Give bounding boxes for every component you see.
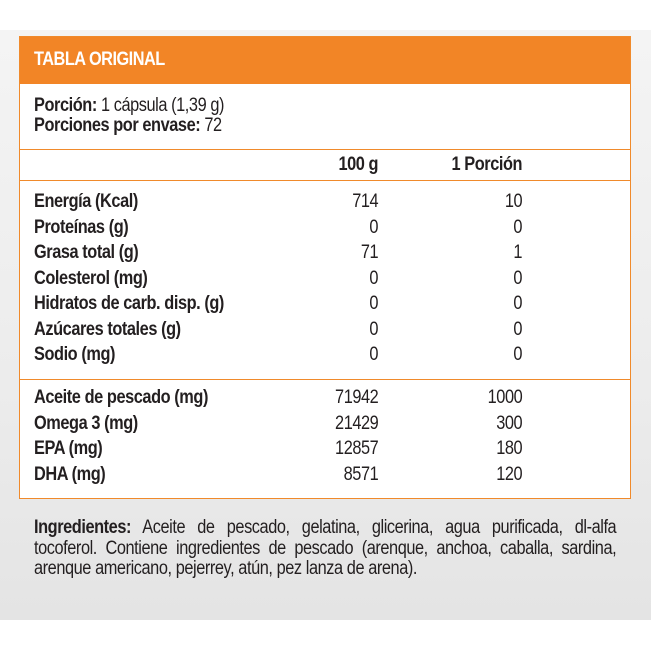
value-per-portion: 0	[513, 344, 522, 365]
value-per-portion: 0	[513, 267, 522, 289]
value-per-100g: 8571	[343, 463, 378, 485]
value-per-100g: 12857	[334, 438, 378, 459]
value-per-100g: 0	[369, 267, 378, 289]
value-per-portion: 180	[496, 438, 522, 459]
nutrient-label: Proteínas (g)	[34, 216, 129, 238]
nutrient-label: Azúcares totales (g)	[34, 318, 181, 340]
value-per-portion: 0	[513, 216, 522, 238]
value-per-portion: 0	[513, 318, 522, 340]
value-per-100g: 71	[360, 242, 378, 263]
value-per-100g: 0	[369, 344, 378, 365]
table-row	[20, 345, 630, 365]
value-per-portion: 1000	[487, 387, 522, 408]
divider	[20, 379, 630, 380]
divider	[20, 180, 630, 181]
portion-value: 1 cápsula (1,39 g)	[96, 95, 225, 116]
value-per-100g: 0	[369, 293, 378, 314]
nutrient-label: Omega 3 (mg)	[34, 412, 138, 434]
nutrient-label: EPA (mg)	[34, 438, 103, 459]
table-row	[20, 388, 630, 408]
table-row	[20, 320, 630, 340]
value-per-portion: 0	[513, 293, 522, 314]
value-per-portion: 10	[504, 191, 522, 212]
value-per-portion: 1	[513, 242, 522, 263]
nutrient-label: Grasa total (g)	[34, 242, 139, 263]
table-row	[20, 269, 630, 289]
nutrient-label: Sodio (mg)	[34, 344, 116, 365]
nutrient-label: Hidratos de carb. disp. (g)	[34, 293, 224, 314]
column-headers	[20, 155, 630, 175]
value-per-100g: 0	[369, 318, 378, 340]
ingredients-label: Ingredientes:	[34, 517, 132, 538]
value-per-portion: 300	[496, 412, 522, 434]
table-row	[20, 439, 630, 459]
nutrient-label: Colesterol (mg)	[34, 267, 148, 289]
ingredients-block	[34, 518, 616, 580]
per-container-label: Porciones por envase:	[34, 115, 201, 136]
value-per-100g: 714	[352, 191, 378, 212]
table-row	[20, 218, 630, 238]
table-row	[20, 294, 630, 314]
nutrient-label: Aceite de pescado (mg)	[34, 387, 208, 408]
per-container-value: 72	[200, 115, 222, 136]
ingredients-text: Aceite de pescado, gelatina, glicerina, agua purificada, dl-alfa tocoferol. Contiene ingredientes de pescado (arenque, anchoa, caballa, sardina, arenque americano, pejerrey, atún, pez lanza de arena).	[34, 517, 617, 579]
value-per-100g: 71942	[334, 387, 378, 408]
value-per-100g: 21429	[334, 412, 378, 434]
divider	[20, 149, 630, 150]
nutrient-label: Energía (Kcal)	[34, 191, 138, 212]
servings-per-container-row	[20, 116, 630, 136]
nutrition-table	[19, 36, 631, 499]
table-row	[20, 192, 630, 212]
value-per-100g: 0	[369, 216, 378, 238]
column-header-100g: 100 g	[338, 154, 378, 175]
portion-label: Porción:	[34, 95, 97, 116]
nutrient-label: DHA (mg)	[34, 463, 106, 485]
serving-size-row	[20, 96, 630, 116]
table-row	[20, 243, 630, 263]
table-title: TABLA ORIGINAL	[34, 49, 165, 70]
value-per-portion: 120	[496, 463, 522, 485]
table-row	[20, 465, 630, 485]
table-header	[20, 37, 630, 84]
table-row	[20, 414, 630, 434]
column-header-portion: 1 Porción	[451, 154, 522, 175]
